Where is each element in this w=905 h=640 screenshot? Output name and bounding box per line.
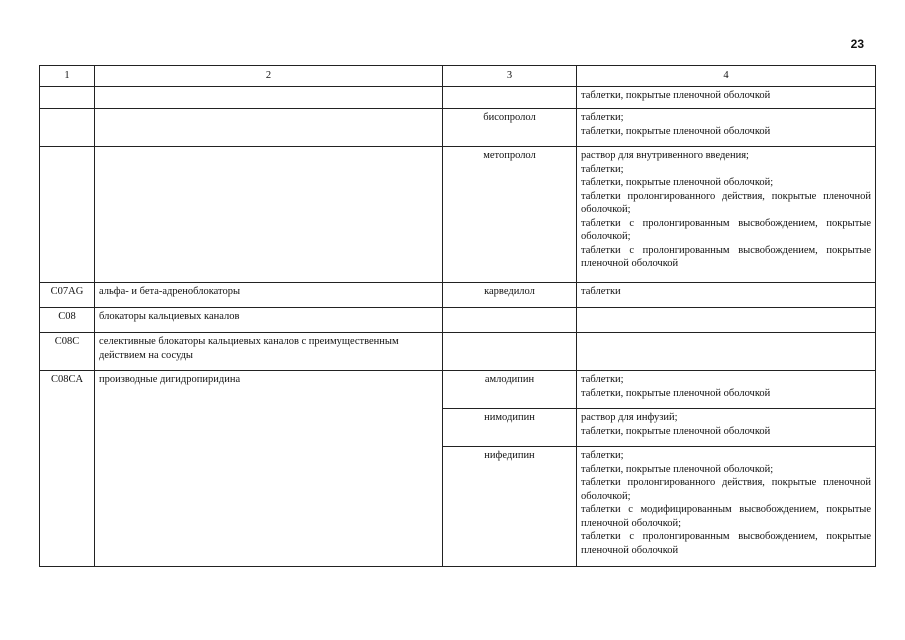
- header-col-2: 2: [95, 66, 443, 87]
- table-row: [40, 371, 876, 409]
- atc-code-cell: C08CA: [40, 371, 95, 567]
- table-row: [40, 308, 876, 333]
- drug-cell: [443, 308, 577, 333]
- forms-cell: [577, 147, 876, 283]
- header-col-3: 3: [443, 66, 577, 87]
- dosage-form: таблетки, покрытые пленочной оболочкой: [581, 90, 771, 101]
- table-row: [40, 87, 876, 109]
- group-cell: [95, 87, 443, 109]
- dosage-form: таблетки пролонгированного действия, покрытые пленочной оболочкой;: [581, 477, 871, 502]
- dosage-form: раствор для инфузий;: [581, 412, 678, 423]
- forms-cell: [577, 308, 876, 333]
- forms-cell: [577, 109, 876, 147]
- drug-cell: метопролол: [443, 147, 577, 283]
- atc-code-cell: C08C: [40, 333, 95, 371]
- dosage-form: таблетки с модифицированным высвобождением, покрытые пленочной оболочкой;: [581, 504, 871, 529]
- dosage-form: таблетки;: [581, 112, 624, 123]
- dosage-form: таблетки, покрытые пленочной оболочкой: [581, 387, 771, 399]
- drug-cell: амлодипин: [443, 371, 577, 409]
- drug-cell: нифедипин: [443, 447, 577, 567]
- header-col-1: 1: [40, 66, 95, 87]
- dosage-form: таблетки, покрытые пленочной оболочкой;: [581, 177, 774, 188]
- dosage-form: таблетки с пролонгированным высвобождением, покрытые пленочной оболочкой: [581, 531, 871, 556]
- table-row: [40, 283, 876, 308]
- table-row: [40, 109, 876, 147]
- dosage-form: таблетки с пролонгированным высвобождением, покрытые оболочкой;: [581, 217, 871, 242]
- atc-code-cell: [40, 87, 95, 109]
- atc-code-cell: C07AG: [40, 283, 95, 308]
- dosage-form: таблетки пролонгированного действия, покрытые пленочной оболочкой;: [581, 190, 871, 215]
- forms-cell: [577, 87, 876, 109]
- dosage-form: таблетки;: [581, 163, 624, 175]
- table-row: [40, 333, 876, 371]
- atc-code-cell: C08: [40, 308, 95, 333]
- atc-code-cell: [40, 147, 95, 283]
- group-cell: блокаторы кальциевых каналов: [95, 308, 443, 333]
- drug-table: [39, 65, 876, 567]
- forms-cell: [577, 409, 876, 447]
- dosage-form: таблетки, покрытые пленочной оболочкой;: [581, 463, 774, 475]
- table-row: [40, 147, 876, 283]
- dosage-form: раствор для внутривенного введения;: [581, 150, 749, 161]
- drug-cell: [443, 333, 577, 371]
- forms-cell: [577, 333, 876, 371]
- group-cell: альфа- и бета-адреноблокаторы: [95, 283, 443, 308]
- forms-cell: [577, 283, 876, 308]
- header-col-4: 4: [577, 66, 876, 87]
- drug-cell: бисопролол: [443, 109, 577, 147]
- group-cell: [95, 147, 443, 283]
- group-cell: [95, 109, 443, 147]
- dosage-form: таблетки: [581, 286, 621, 297]
- dosage-form: таблетки;: [581, 450, 624, 461]
- atc-code-cell: [40, 109, 95, 147]
- forms-cell: [577, 371, 876, 409]
- dosage-form: таблетки с пролонгированным высвобождением, покрытые пленочной оболочкой: [581, 244, 871, 269]
- dosage-form: таблетки;: [581, 374, 624, 385]
- drug-cell: [443, 87, 577, 109]
- group-cell: селективные блокаторы кальциевых каналов с преимущественным действием на сосуды: [95, 333, 443, 371]
- page-number: 23: [850, 37, 864, 51]
- drug-cell: нимодипин: [443, 409, 577, 447]
- forms-cell: [577, 447, 876, 567]
- header-row: [40, 66, 876, 87]
- dosage-form: таблетки, покрытые пленочной оболочкой: [581, 125, 771, 137]
- dosage-form: таблетки, покрытые пленочной оболочкой: [581, 425, 771, 437]
- drug-cell: карведилол: [443, 283, 577, 308]
- group-cell: производные дигидропиридина: [95, 371, 443, 567]
